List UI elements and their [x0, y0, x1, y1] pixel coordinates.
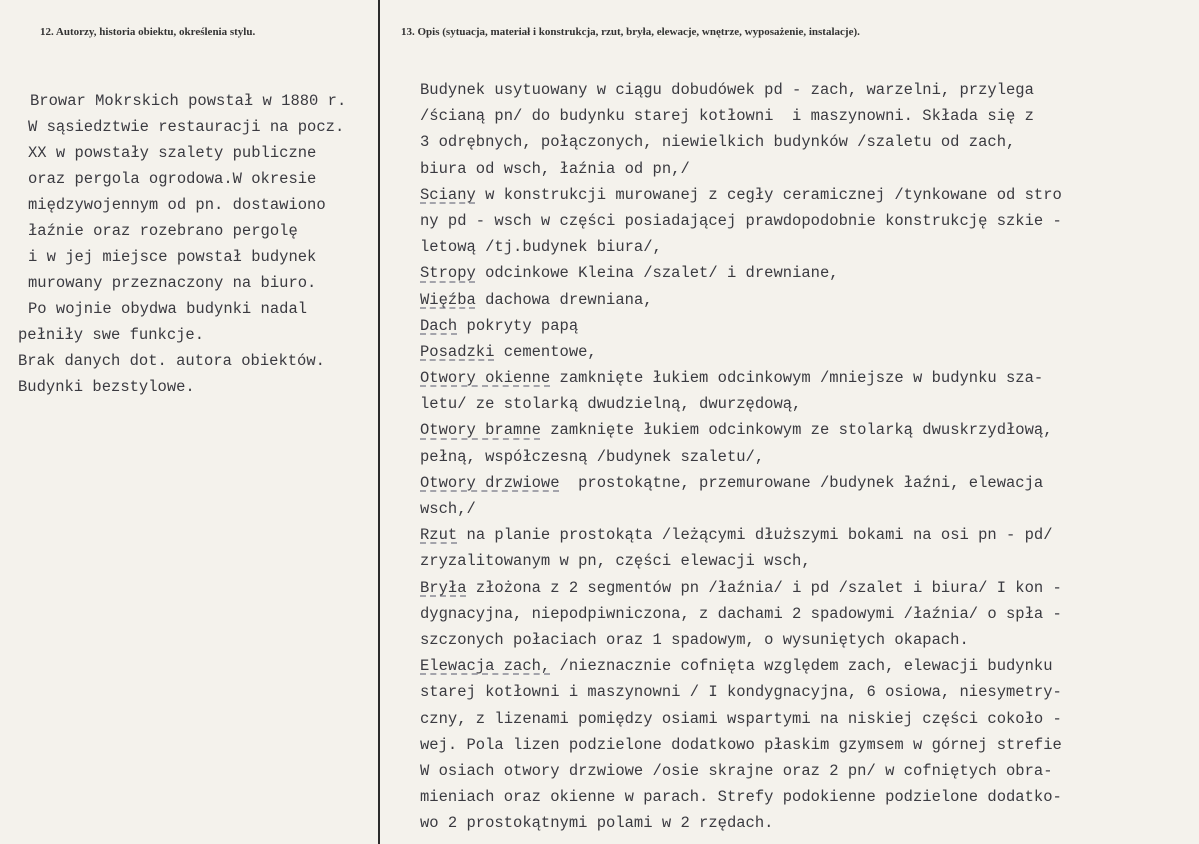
description-text: W osiach otwory drzwiowe /osie skrajne oraz 2 pn/ w cofniętych obra-: [420, 761, 1053, 780]
description-text: zamknięte łukiem odcinkowym ze stolarką dwuskrzydłową,: [540, 421, 1053, 440]
description-text: pokryty papą: [457, 316, 579, 335]
description-line: [420, 601, 1190, 627]
section-keyword: Dach: [420, 316, 458, 335]
section-keyword: Rzut: [420, 526, 458, 545]
section-12-header: 12. Autorzy, historia obiektu, określenia stylu.: [40, 26, 256, 38]
description-line: [420, 679, 1190, 705]
section-13-header: 13. Opis (sytuacja, materiał i konstrukcja, rzut, bryła, elewacje, wnętrze, wyposażenie, instalacje).: [401, 26, 860, 38]
description-text: wsch,/: [420, 500, 476, 518]
description-text: pełną, współczesną /budynek szaletu/,: [420, 447, 765, 466]
description-line: [420, 548, 1190, 574]
description-text: dygnacyjna, niepodpiwniczona, z dachami 2 spadowymi /łaźnia/ o spła -: [420, 604, 1062, 623]
description-line: [420, 706, 1190, 732]
history-line: oraz pergola ogrodowa.W okresie: [28, 170, 317, 188]
description-line: [420, 234, 1190, 260]
description-text: szczonych połaciach oraz 1 spadowym, o wysuniętych okapach.: [420, 630, 969, 649]
description-line: [420, 575, 1190, 601]
description-line: [420, 522, 1190, 548]
section-keyword: Bryła: [420, 578, 467, 597]
description-text: /nieznacznie cofnięta względem zach, elewacji budynku: [550, 657, 1053, 676]
description-text: mieniach oraz okienne w parach. Strefy podokienne podzielone dodatko-: [420, 788, 1062, 807]
section-keyword: Otwory okienne: [420, 369, 551, 388]
description-text: letu/ ze stolarką dwudzielną, dwurzędową,: [420, 395, 802, 414]
section-keyword: Otwory bramne: [420, 421, 541, 440]
description-line: [420, 339, 1190, 365]
description-text: wo 2 prostokątnymi polami w 2 rzędach.: [420, 814, 774, 833]
description-text: w konstrukcji murowanej z cegły ceramicznej /tynkowane od stro: [475, 185, 1062, 204]
section-keyword: Elewacja zach,: [420, 657, 551, 676]
description-line: [420, 784, 1190, 810]
description-line: [420, 496, 1190, 522]
history-text-block: [18, 88, 376, 400]
description-line: [420, 365, 1190, 391]
description-text: złożona z 2 segmentów pn /łaźnia/ i pd /szalet i biura/ I kon -: [466, 578, 1062, 597]
description-line: [420, 627, 1190, 653]
description-text: Budynek usytuowany w ciągu dobudówek pd - zach, warzelni, przylega: [420, 81, 1034, 99]
description-line: [420, 182, 1190, 208]
description-text: letową /tj.budynek biura/,: [420, 238, 662, 257]
description-text: biura od wsch, łaźnia od pn,/: [420, 159, 690, 178]
history-line: XX w powstały szalety publiczne: [28, 144, 317, 162]
description-text: czny, z lizenami pomiędzy osiami wspartymi na niskiej części cokoło -: [420, 709, 1062, 728]
history-line: łaźnie oraz rozebrano pergolę: [28, 222, 298, 240]
description-line: [420, 758, 1190, 784]
description-text: ny pd - wsch w części posiadającej prawdopodobnie konstrukcję szkie -: [420, 211, 1062, 230]
description-text: prostokątne, przemurowane /budynek łaźni, elewacja: [559, 473, 1044, 492]
section-keyword: Więźba: [420, 290, 476, 309]
description-text: dachowa drewniana,: [475, 290, 653, 309]
description-text: cementowe,: [494, 342, 597, 361]
description-line: [420, 77, 1190, 103]
description-line: [420, 470, 1190, 496]
description-line: [420, 444, 1190, 470]
description-text: starej kotłowni i maszynowni / I kondygnacyjna, 6 osiowa, niesymetry-: [420, 683, 1062, 702]
description-line: [420, 732, 1190, 758]
section-keyword: Sciany: [420, 185, 476, 204]
description-line: [420, 103, 1190, 129]
history-line: Browar Mokrskich powstał w 1880 r.: [30, 92, 347, 110]
column-divider: [378, 0, 380, 844]
description-text: zamknięte łukiem odcinkowym /mniejsze w budynku sza-: [550, 369, 1044, 388]
description-line: [420, 417, 1190, 443]
description-line: [420, 129, 1190, 155]
history-line: pełniły swe funkcje.: [18, 326, 205, 344]
description-line: [420, 156, 1190, 182]
description-text: odcinkowe Kleina /szalet/ i drewniane,: [475, 264, 839, 283]
section-keyword: Posadzki: [420, 342, 495, 361]
description-line: [420, 260, 1190, 286]
description-line: [420, 313, 1190, 339]
history-line: W sąsiedztwie restauracji na pocz.: [28, 118, 345, 136]
description-text: /ścianą pn/ do budynku starej kotłowni i maszynowni. Składa się z: [420, 107, 1034, 126]
description-line: [420, 391, 1190, 417]
history-line: Budynki bezstylowe.: [18, 378, 195, 396]
section-keyword: Stropy: [420, 264, 476, 283]
description-text: 3 odrębnych, połączonych, niewielkich budynków /szaletu od zach,: [420, 133, 1016, 152]
description-text: wej. Pola lizen podzielone dodatkowo płaskim gzymsem w górnej strefie: [420, 735, 1062, 754]
description-text: zryzalitowanym w pn, części elewacji wsch,: [420, 552, 811, 571]
history-line: Brak danych dot. autora obiektów.: [18, 352, 325, 370]
history-line: Po wojnie obydwa budynki nadal: [28, 300, 308, 318]
description-text: na planie prostokąta /leżącymi dłuższymi bokami na osi pn - pd/: [457, 526, 1053, 545]
history-line: i w jej miejsce powstał budynek: [28, 248, 317, 266]
description-line: [420, 810, 1190, 836]
description-line: [420, 287, 1190, 313]
description-text-block: [420, 77, 1190, 836]
section-keyword: Otwory drzwiowe: [420, 473, 560, 492]
history-line: międzywojennym od pn. dostawiono: [28, 196, 326, 214]
history-line: murowany przeznaczony na biuro.: [28, 274, 317, 292]
description-line: [420, 208, 1190, 234]
description-line: [420, 653, 1190, 679]
